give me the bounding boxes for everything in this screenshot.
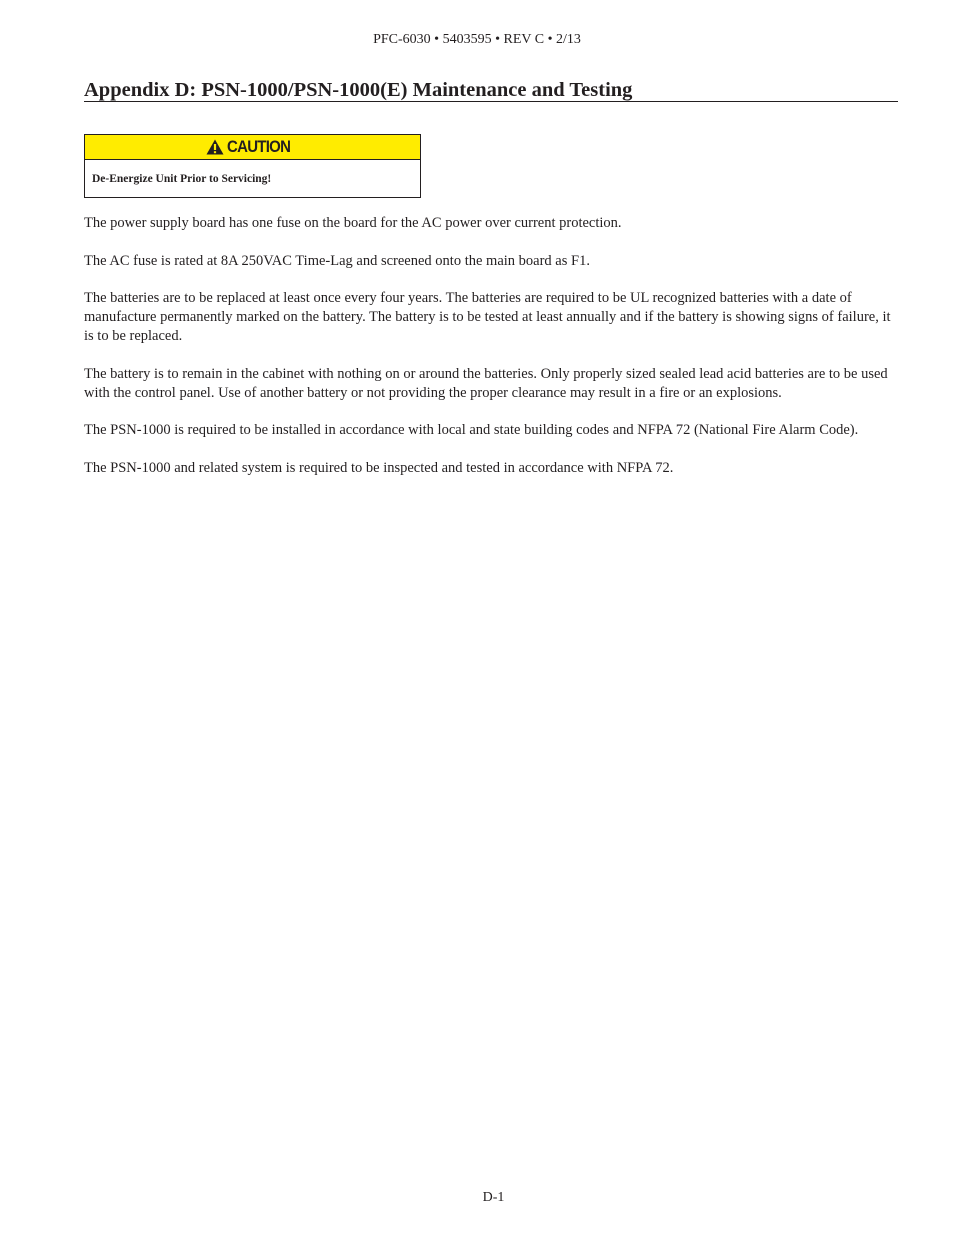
- warning-triangle-icon: [206, 139, 224, 155]
- paragraph-battery-placement: The battery is to remain in the cabinet with nothing on or around the batteries. Only properly sized sealed lead acid batteries are to be used with the control panel. Use of another battery or not providing the proper clearance may result in a fire or an explosions.: [84, 365, 888, 401]
- paragraph-fuse-rating: The AC fuse is rated at 8A 250VAC Time-Lag and screened onto the main board as F1.: [84, 252, 590, 269]
- paragraph-battery-replacement: The batteries are to be replaced at least once every four years. The batteries are required to be UL recognized batteries with a date of manufacture permanently marked on the battery. The battery is to be tested at least annually and if the battery is showing signs of failure, it is to be replaced.: [84, 290, 891, 344]
- page-number: D-1: [482, 1190, 505, 1205]
- document-header: PFC-6030 • 5403595 • REV C • 2/13: [373, 32, 581, 47]
- title-row: [84, 78, 898, 102]
- paragraph-inspection-testing: The PSN-1000 and related system is required to be inspected and tested in accordance with NFPA 72.: [84, 459, 674, 476]
- caution-label: CAUTION: [227, 137, 291, 156]
- caution-banner: [85, 135, 420, 160]
- caution-box: [84, 134, 421, 198]
- paragraph-installation-codes: The PSN-1000 is required to be installed in accordance with local and state building codes and NFPA 72 (National Fire Alarm Code).: [84, 422, 859, 438]
- caution-message: De-Energize Unit Prior to Servicing!: [92, 173, 272, 185]
- page-title: Appendix D: PSN-1000/PSN-1000(E) Maintenance and Testing: [84, 79, 633, 101]
- paragraph-fuse-overview: The power supply board has one fuse on the board for the AC power over current protection.: [84, 215, 622, 231]
- body-text: [84, 214, 902, 496]
